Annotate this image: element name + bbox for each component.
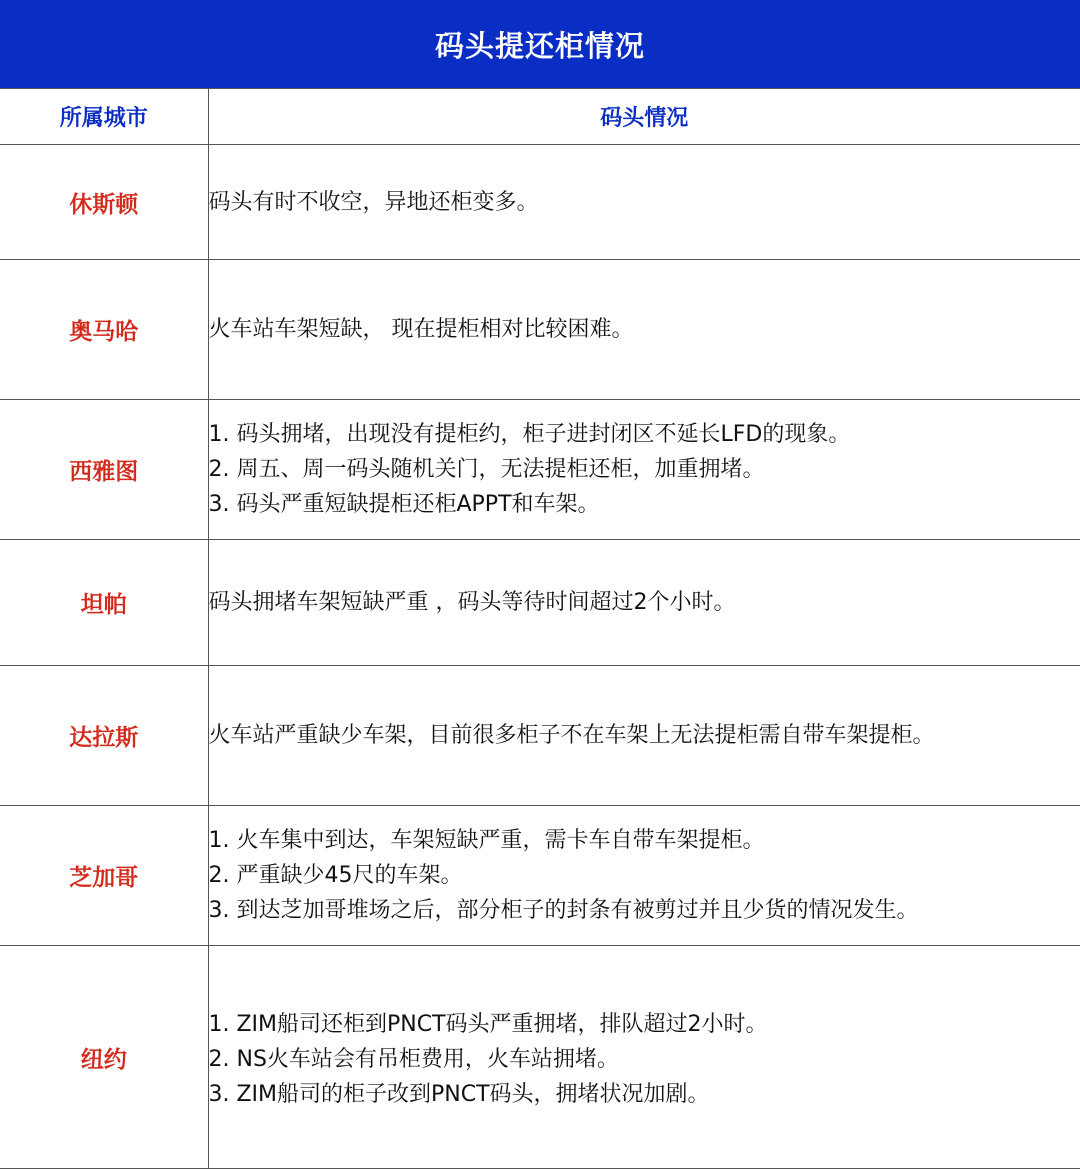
situation-cell <box>208 666 1080 806</box>
situation-line: 2. 周五、周一码头随机关门，无法提柜还柜，加重拥堵。 <box>209 452 1080 487</box>
city-cell: 芝加哥 <box>0 806 208 946</box>
table-row <box>0 946 1080 1169</box>
city-cell: 坦帕 <box>0 540 208 666</box>
situation-cell <box>208 946 1080 1169</box>
situation-cell <box>208 260 1080 400</box>
situation-line: 2. 严重缺少45尺的车架。 <box>209 858 1080 893</box>
situation-cell <box>208 540 1080 666</box>
table-row <box>0 666 1080 806</box>
header-city: 所属城市 <box>0 89 208 145</box>
table-row <box>0 260 1080 400</box>
situation-line: 3. 码头严重短缺提柜还柜APPT和车架。 <box>209 487 1080 522</box>
terminal-status-table <box>0 88 1080 1169</box>
header-situation: 码头情况 <box>208 89 1080 145</box>
situation-line: 码头有时不收空，异地还柜变多。 <box>209 185 1080 220</box>
situation-line: 码头拥堵车架短缺严重 ，码头等待时间超过2个小时。 <box>209 585 1080 620</box>
situation-line: 1. ZIM船司还柜到PNCT码头严重拥堵，排队超过2小时。 <box>209 1007 1080 1042</box>
situation-line: 火车站严重缺少车架，目前很多柜子不在车架上无法提柜需自带车架提柜。 <box>209 718 1080 753</box>
table-row <box>0 540 1080 666</box>
situation-cell <box>208 145 1080 260</box>
city-cell: 西雅图 <box>0 400 208 540</box>
situation-cell <box>208 400 1080 540</box>
city-cell: 纽约 <box>0 946 208 1169</box>
table-row <box>0 400 1080 540</box>
city-cell: 奥马哈 <box>0 260 208 400</box>
situation-line: 火车站车架短缺， 现在提柜相对比较困难。 <box>209 312 1080 347</box>
table-row <box>0 145 1080 260</box>
situation-line: 3. ZIM船司的柜子改到PNCT码头，拥堵状况加剧。 <box>209 1077 1080 1112</box>
situation-line: 1. 码头拥堵，出现没有提柜约，柜子进封闭区不延长LFD的现象。 <box>209 417 1080 452</box>
table-title: 码头提还柜情况 <box>0 0 1080 88</box>
situation-line: 2. NS火车站会有吊柜费用，火车站拥堵。 <box>209 1042 1080 1077</box>
situation-line: 3. 到达芝加哥堆场之后，部分柜子的封条有被剪过并且少货的情况发生。 <box>209 893 1080 928</box>
header-row <box>0 89 1080 145</box>
situation-cell <box>208 806 1080 946</box>
table-row <box>0 806 1080 946</box>
city-cell: 达拉斯 <box>0 666 208 806</box>
city-cell: 休斯顿 <box>0 145 208 260</box>
situation-line: 1. 火车集中到达，车架短缺严重，需卡车自带车架提柜。 <box>209 823 1080 858</box>
